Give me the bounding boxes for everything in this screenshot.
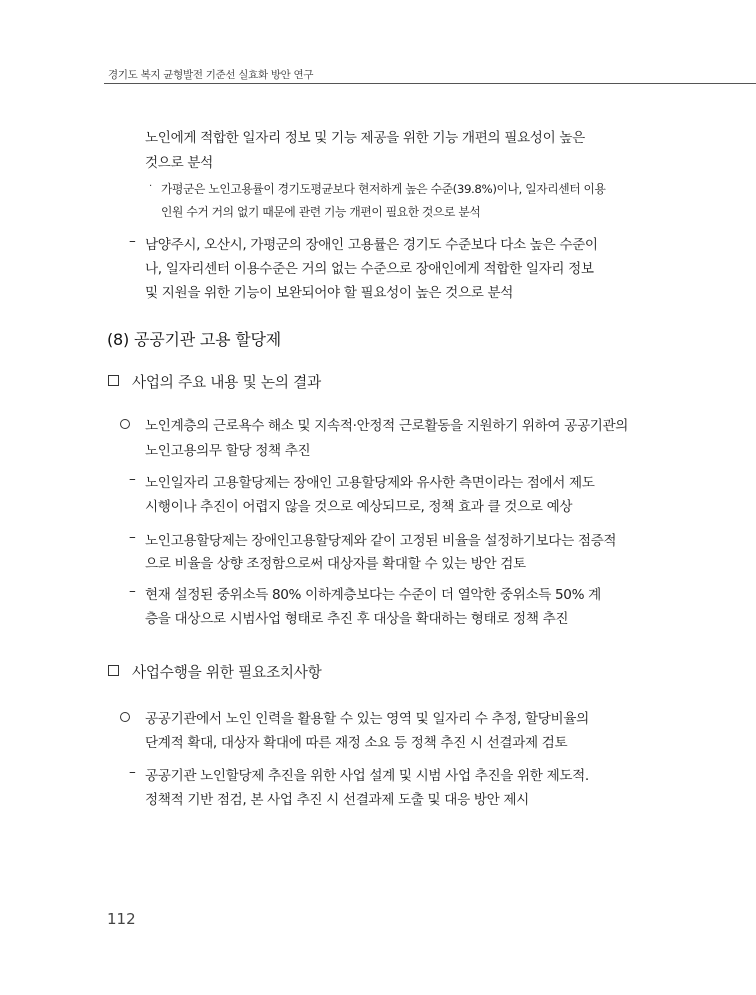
circle-bullet-icon: [120, 419, 130, 429]
dash-item-line: 으로 비율을 상향 조정함으로써 대상자를 확대할 수 있는 방안 검토: [145, 556, 526, 572]
square-bullet-icon: [108, 665, 119, 676]
circle-item-line: 공공기관에서 노인 인력을 활용할 수 있는 영역 및 일자리 수 추정, 할당비율의: [145, 711, 589, 727]
intro-text-line: 것으로 분석: [145, 155, 213, 171]
bullet-text-line: 남양주시, 오산시, 가평군의 장애인 고용률은 경기도 수준보다 다소 높은 수준이: [145, 237, 598, 253]
dash-item-line: 노인고용할당제는 장애인고용할당제와 같이 고정된 비율을 설정하기보다는 점증적: [145, 533, 617, 549]
dash-item-line: 노인일자리 고용할당제는 장애인 고용할당제와 유사한 측면이라는 점에서 제도: [145, 475, 595, 491]
circle-item-line: 노인계층의 근로욕수 해소 및 지속적·안정적 근로활동을 지원하기 위하여 공공기관의: [145, 418, 629, 434]
dash-item-line: 층을 대상으로 시범사업 형태로 추진 후 대상을 확대하는 형태로 정책 추진: [145, 611, 569, 627]
circle-item-line: 노인고용의무 할당 정책 추진: [145, 443, 311, 459]
dash-marker: –: [129, 471, 136, 487]
bullet-text-line: 및 지원을 위한 기능이 보완되어야 할 필요성이 높은 것으로 분석: [145, 285, 514, 301]
intro-text-line: 노인에게 적합한 일자리 정보 및 기능 제공을 위한 기능 개편의 필요성이 높은: [145, 130, 585, 146]
dash-marker: –: [129, 529, 136, 545]
square-bullet-icon: [108, 375, 119, 386]
dash-item-line: 현재 설정된 중위소득 80% 이하계층보다는 수준이 더 열악한 중위소득 50% 계: [145, 587, 601, 603]
header-rule: [104, 83, 756, 84]
running-header-title: 경기도 복지 균형발전 기준선 실효화 방안 연구: [108, 69, 314, 81]
dash-item-line: 정책적 기반 점검, 본 사업 추진 시 선결과제 도출 및 대응 방안 제시: [145, 792, 529, 808]
note-bullet-marker: ·: [149, 181, 153, 192]
dash-item-line: 시행이나 추진이 어렵지 않을 것으로 예상되므로, 정책 효과 클 것으로 예상: [145, 499, 573, 515]
subsection-heading: 사업수행을 위한 필요조치사항: [132, 664, 322, 681]
note-text-line: 가평군은 노인고용률이 경기도평균보다 현저하게 높은 수준(39.8%)이나, 일자리센터 이용: [161, 182, 606, 196]
dash-marker: –: [129, 583, 136, 599]
section-heading: (8) 공공기관 고용 할당제: [107, 330, 282, 349]
dash-marker: –: [129, 764, 136, 780]
dash-item-line: 공공기관 노인할당제 추진을 위한 사업 설계 및 시범 사업 추진을 위한 제도적.: [145, 768, 589, 784]
dash-marker: –: [129, 233, 136, 249]
page-number: 112: [107, 910, 136, 928]
circle-item-line: 단계적 확대, 대상자 확대에 따른 재정 소요 등 정책 추진 시 선결과제 검토: [145, 735, 568, 751]
bullet-text-line: 나, 일자리센터 이용수준은 거의 없는 수준으로 장애인에게 적합한 일자리 정보: [145, 261, 594, 277]
note-text-line: 인원 수거 거의 없기 때문에 관련 기능 개편이 필요한 것으로 분석: [161, 205, 481, 219]
circle-bullet-icon: [120, 712, 130, 722]
subsection-heading: 사업의 주요 내용 및 논의 결과: [132, 374, 321, 391]
